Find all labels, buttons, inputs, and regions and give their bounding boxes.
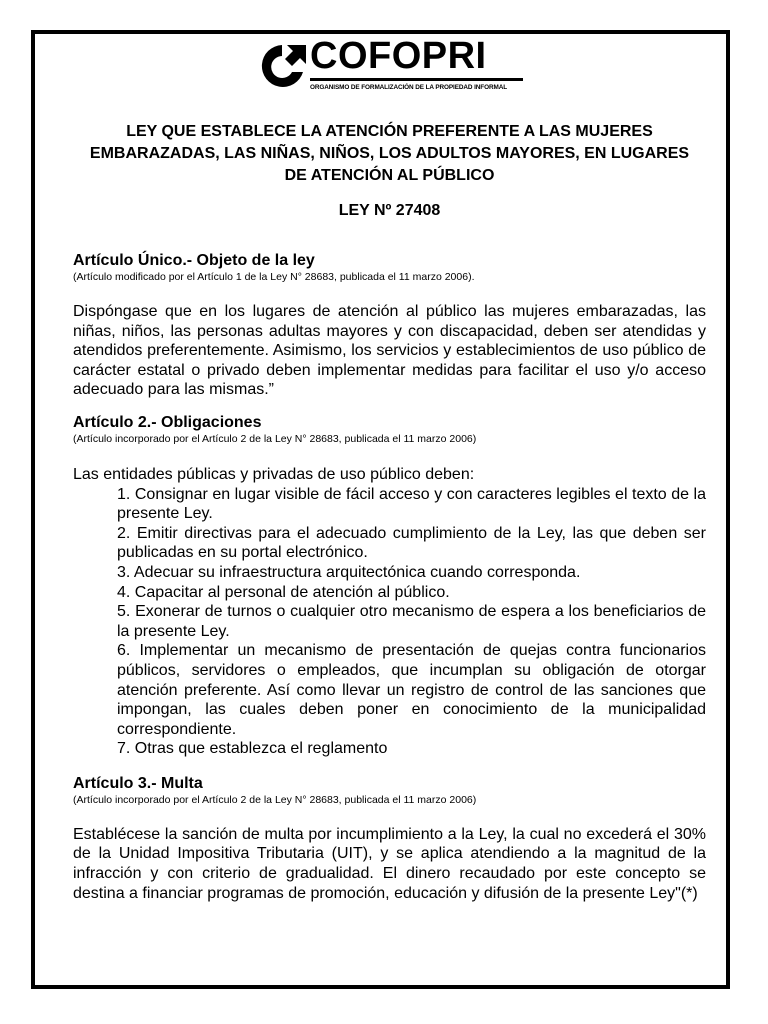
logo-name: COFOPRI: [310, 35, 487, 77]
logo-subtitle: ORGANISMO DE FORMALIZACIÓN DE LA PROPIEDAD INFORMAL: [310, 84, 508, 91]
list-item: 3. Adecuar su infraestructura arquitectónica cuando corresponda.: [117, 563, 581, 581]
list-item: 7. Otras que establezca el reglamento: [117, 740, 388, 758]
document-body: [73, 117, 706, 903]
document-frame: [31, 30, 730, 989]
document-title: LEY QUE ESTABLECE LA ATENCIÓN PREFERENTE A LAS MUJERES EMBARAZADAS, LAS NIÑAS, NIÑOS, LOS ADULTOS MAYORES, EN LUGARES DE ATENCIÓN AL PÚBLICO: [89, 123, 690, 184]
obligations-list: [73, 485, 706, 759]
list-item: 6. Implementar un mecanismo de presentación de quejas contra funcionarios públicos, servidores o empleados, que incumplan su obligación de otorgar atención preferente. Así como llevar un registro de control de las sanciones que impongan, las cuales deben poner en conocimiento de la municipalidad correspondiente.: [117, 642, 706, 738]
article-body: Establécese la sanción de multa por incumplimiento a la Ley, la cual no excederá el 30% de la Unidad Impositiva Tributaria (UIT), y se aplica atendiendo a la magnitud de la infracción y con criterio de gradualidad. El dinero recaudado por este concepto se destina a financiar programas de promoción, educación y difusión de la presente Ley"(*): [73, 825, 706, 902]
article-intro: Las entidades públicas y privadas de uso público deben:: [73, 465, 475, 483]
article-heading: Artículo 3.- Multa: [73, 774, 203, 792]
law-number: LEY Nº 27408: [338, 202, 441, 219]
article-2: [73, 413, 706, 759]
article-body: Dispóngase que en los lugares de atención al público las mujeres embarazadas, las niñas, niños, las personas adultas mayores y con discapacidad, deben ser atendidas y atendidos preferentemente. Asimismo, los servicios y establecimientos de uso público de carácter estatal o privado deben implementar medidas para facilitar el uso y/o acceso adecuado para las mismas.”: [73, 303, 706, 399]
article-heading: Artículo 2.- Obligaciones: [73, 413, 262, 431]
cofopri-logo: [259, 35, 527, 98]
logo-divider: [310, 78, 523, 81]
cofopri-emblem-icon: [259, 43, 309, 89]
article-note: (Artículo modificado por el Artículo 1 de la Ley N° 28683, publicada el 11 marzo 2006).: [73, 271, 475, 283]
article-heading: Artículo Único.- Objeto de la ley: [73, 252, 315, 269]
list-item: 4. Capacitar al personal de atención al público.: [117, 583, 450, 601]
list-item: 2. Emitir directivas para el adecuado cumplimiento de la Ley, las que deben ser publicadas en su portal electrónico.: [117, 524, 706, 562]
article-note: (Artículo incorporado por el Artículo 2 de la Ley N° 28683, publicada el 11 marzo 2006): [73, 432, 477, 445]
article-note: (Artículo incorporado por el Artículo 2 de la Ley N° 28683, publicada el 11 marzo 2006): [73, 793, 477, 806]
article-3: [73, 774, 706, 903]
list-item: 1. Consignar en lugar visible de fácil acceso y con caracteres legibles el texto de la presente Ley.: [117, 485, 706, 523]
article-unico: [73, 251, 706, 400]
list-item: 5. Exonerar de turnos o cualquier otro mecanismo de espera a los beneficiarios de la presente Ley.: [117, 603, 706, 640]
